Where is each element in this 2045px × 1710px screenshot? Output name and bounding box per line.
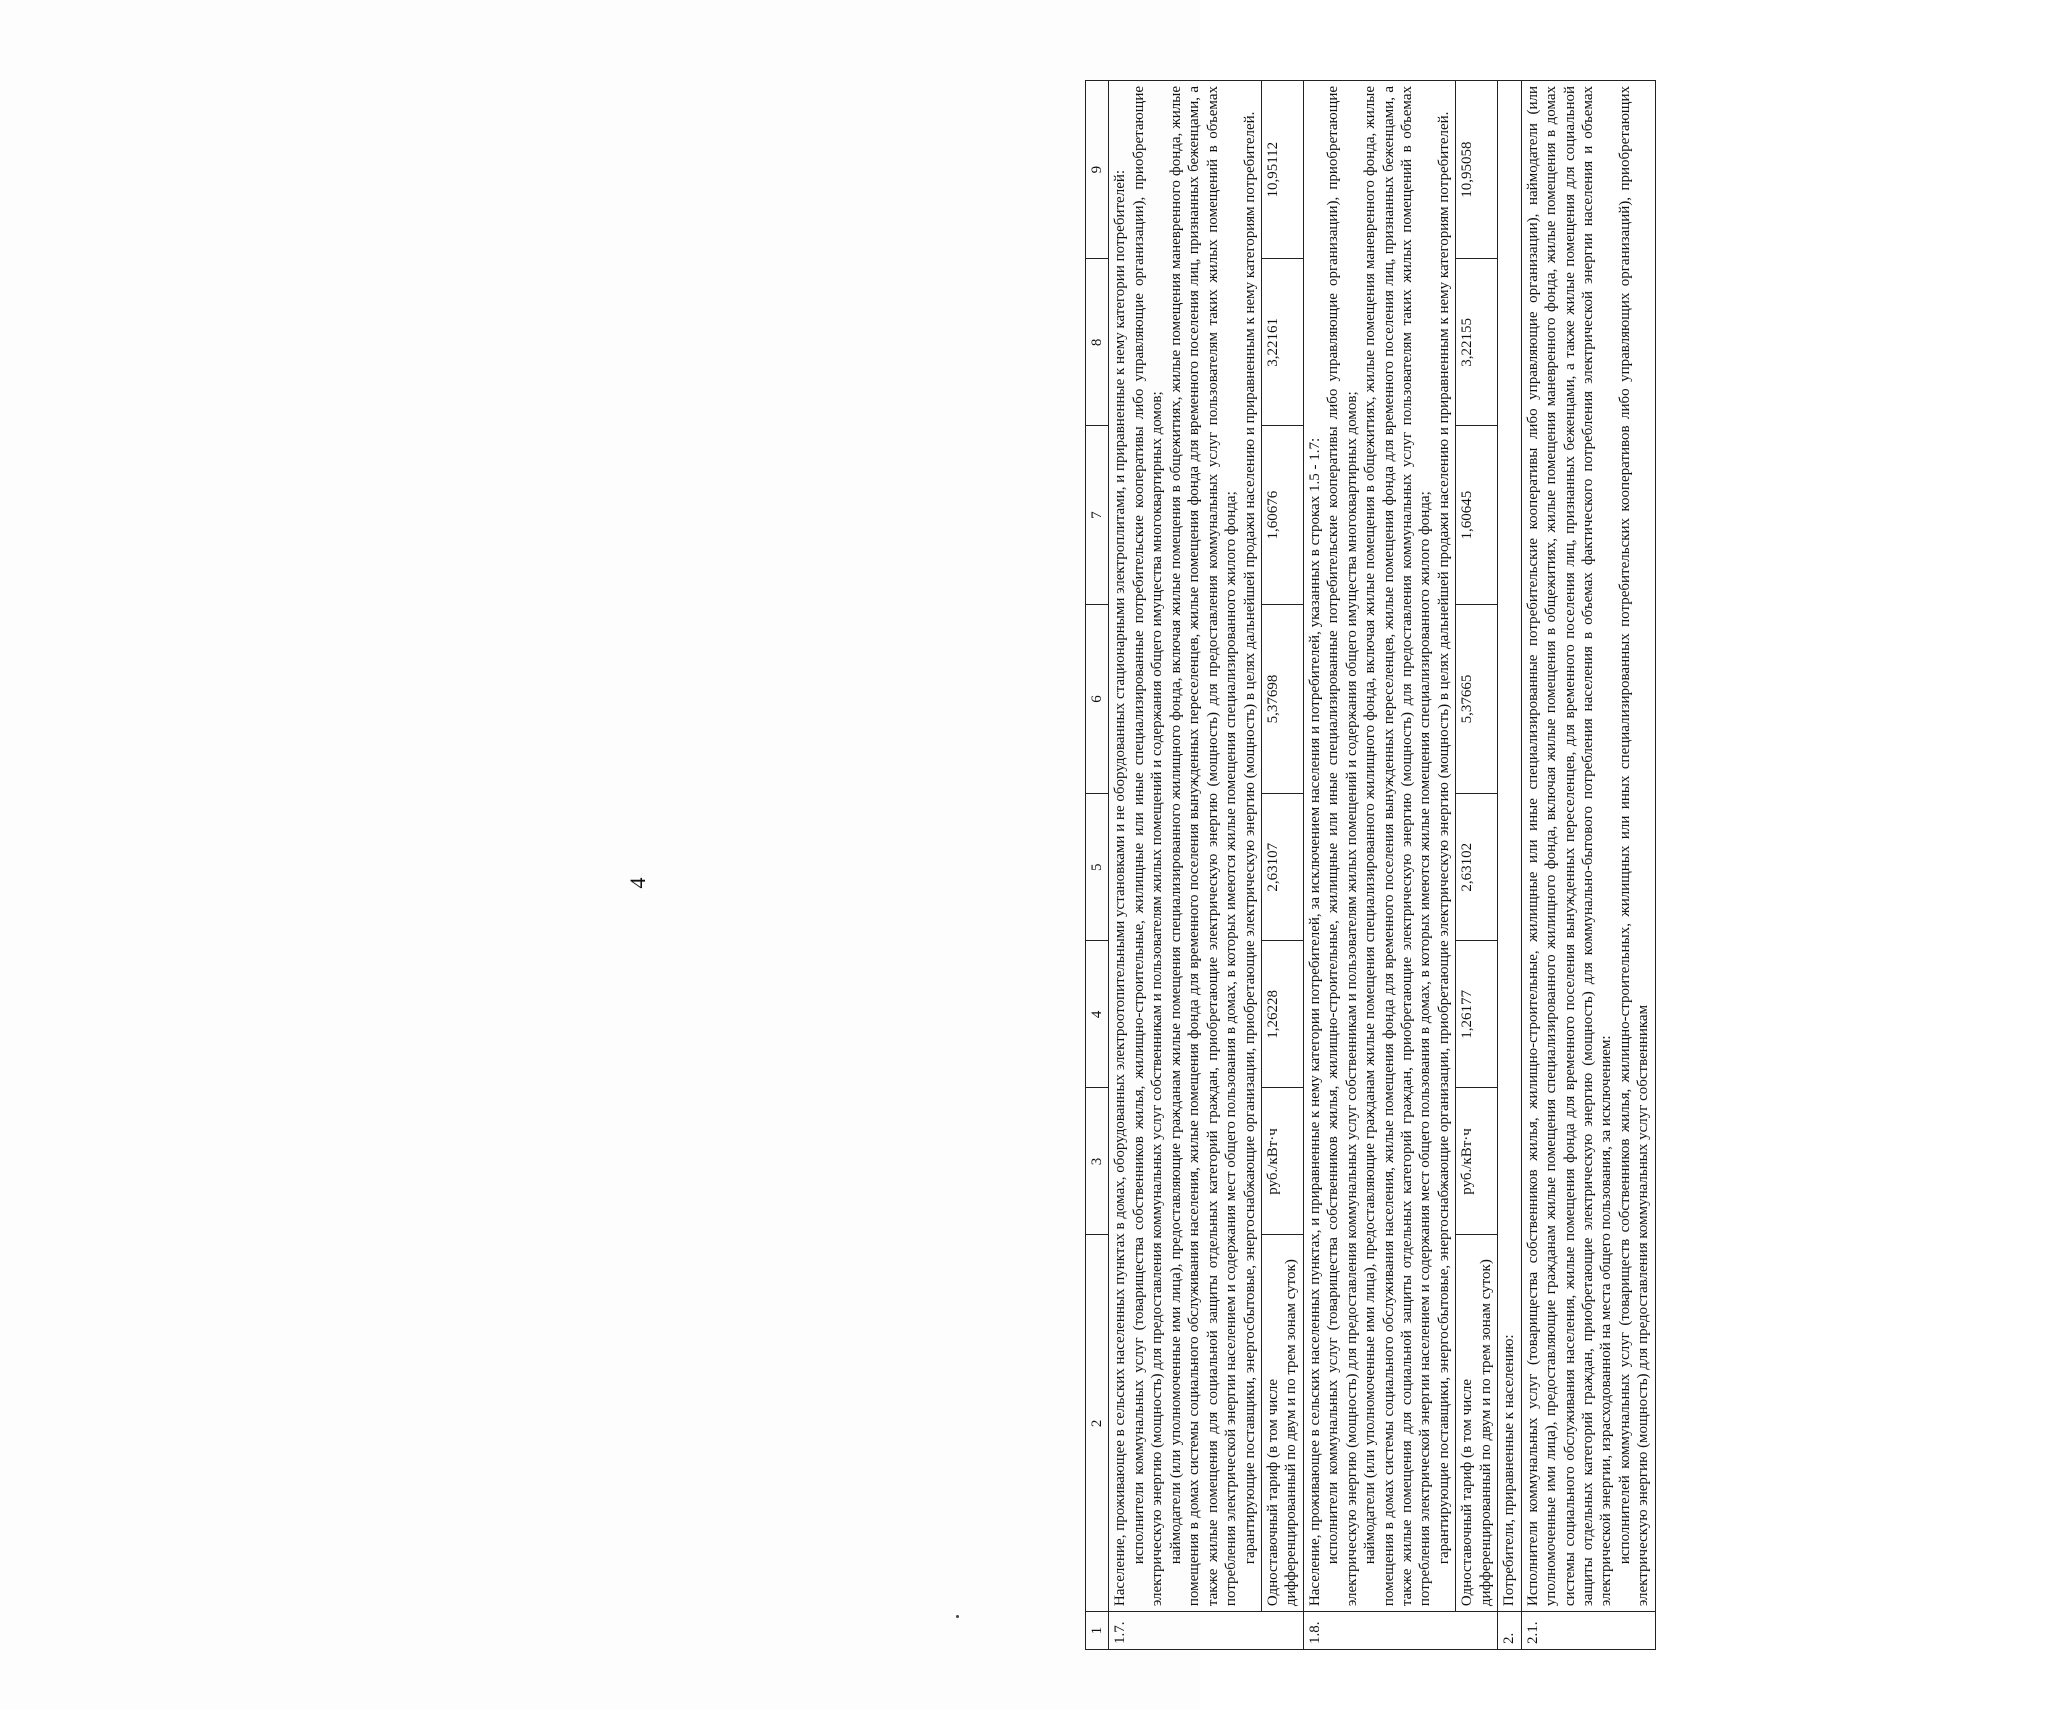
value-cell: 10,95058 <box>1456 81 1498 259</box>
value-cell: 3,22161 <box>1261 259 1303 426</box>
column-number: 3 <box>1086 1088 1109 1235</box>
description-paragraph: исполнителей коммунальных услуг (товариществ собственников жилья, жилищно-строительных, жилищных или иных специализированных потребительских кооперативов либо управляющих организаций), приобретающих электрическую энергию (мощность) для предоставления коммунальных услуг собственникам <box>1616 86 1652 1607</box>
column-number: 8 <box>1086 259 1109 426</box>
value-cell: 1,26177 <box>1456 941 1498 1088</box>
row-description <box>1303 81 1456 1612</box>
description-paragraph: гарантирующие поставщики, энергосбытовые, энергоснабжающие организации, приобретающие электрическую энергию (мощность) в целях дальнейшей продажи населению и приравненным к нему категориям потребителей. <box>1435 111 1452 1565</box>
row-number: 2.1. <box>1521 1612 1655 1650</box>
description-paragraph: наймодатели (или уполномоченные ими лица), предоставляющие гражданам жилые помещения специализированного жилищного фонда, включая жилые помещения в общежитиях, жилые помещения маневренного фонда, жилые помещения в домах системы социального обслуживания населения, жилые помещения фонда для временного поселения вынужденных переселенцев, жилые помещения фонда для временного поселения лиц, признанных беженцами, а также жилые помещения для социальной защиты отдельных категорий граждан, приобретающие электрическую энергию (мощность) для предоставления коммунальных услуг пользователям таких жилых помещений в объемах потребления электрической энергии населением и содержания мест общего пользования в домах, в которых имеются жилые помещения специализированного жилого фонда; <box>1362 86 1434 1607</box>
value-cell: 1,26228 <box>1261 941 1303 1088</box>
tariff-row <box>1456 81 1498 1650</box>
value-cell: 5,37665 <box>1456 604 1498 793</box>
table-row <box>1521 81 1655 1650</box>
description-paragraph: исполнители коммунальных услуг (товарищества собственников жилья, жилищно-строительные, жилищные или иные специализированные потребительские кооперативы либо управляющие организации), приобретающие электрическую энергию (мощность) для предоставления коммунальных услуг собственникам и пользователям жилых помещений и содержания общего имущества многоквартирных домов; <box>1325 86 1360 1607</box>
column-number: 1 <box>1086 1612 1109 1650</box>
row-number: 1.7. <box>1109 1612 1303 1650</box>
rotated-table-container <box>1085 80 2045 1650</box>
unit-cell: руб./кВт·ч <box>1456 1088 1498 1235</box>
tariff-label: Одноставочный тариф (в том числе дифференцированный по двум и по трем зонам суток) <box>1261 1235 1303 1612</box>
scan-speck <box>956 1615 959 1618</box>
column-number: 6 <box>1086 604 1109 793</box>
value-cell: 2,63102 <box>1456 794 1498 941</box>
table-row <box>1109 81 1262 1650</box>
column-number-row <box>1086 81 1109 1650</box>
value-cell: 2,63107 <box>1261 794 1303 941</box>
value-cell: 5,37698 <box>1261 604 1303 793</box>
column-number: 5 <box>1086 794 1109 941</box>
section-number: 2. <box>1498 1612 1521 1650</box>
value-cell: 10,95112 <box>1261 81 1303 259</box>
description-paragraph: Население, проживающее в сельских населенных пунктах в домах, оборудованных электроотопительными установками и не оборудованных стационарными электроплитами, и приравненные к нему категории потребителей: <box>1112 169 1129 1607</box>
column-number: 2 <box>1086 1235 1109 1612</box>
description-paragraph: наймодатели (или уполномоченные ими лица), предоставляющие гражданам жилые помещения специализированного жилищного фонда, включая жилые помещения в общежитиях, жилые помещения маневренного фонда, жилые помещения в домах системы социального обслуживания населения, жилые помещения фонда для временного поселения вынужденных переселенцев, жилые помещения фонда для временного поселения лиц, признанных беженцами, а также жилые помещения для социальной защиты отдельных категорий граждан, приобретающие электрическую энергию (мощность) для предоставления коммунальных услуг пользователям таких жилых помещений в объемах потребления электрической энергии населением и содержания мест общего пользования в домах, в которых имеются жилые помещения специализированного жилого фонда; <box>1167 86 1240 1607</box>
column-number: 4 <box>1086 941 1109 1088</box>
value-cell: 1,60676 <box>1261 426 1303 604</box>
row-description <box>1521 81 1655 1612</box>
column-number: 7 <box>1086 426 1109 604</box>
description-paragraph: Исполнители коммунальных услуг (товарищества собственников жилья, жилищно-строительные, жилищные или иные специализированные потребительские кооперативы либо управляющие организации), наймодатели (или уполномоченные ими лица), предоставляющие гражданам жилые помещения специализированного жилищного фонда, включая жилые помещения в общежитиях, жилые помещения маневренного фонда, жилые помещения в домах системы социального обслуживания населения, жилые помещения фонда для временного поселения вынужденных переселенцев, для временного поселения лиц, признанных беженцами, а также жилые помещения для социальной защиты отдельных категорий граждан, приобретающие электрическую энергию (мощность) для коммунально-бытового потребления населения в объемах фактического потребления электрической энергии населения и объемах электрической энергии, израсходованной на места общего пользования, за исключением: <box>1524 86 1615 1607</box>
row-number: 1.8. <box>1303 1612 1497 1650</box>
value-cell: 1,60645 <box>1456 426 1498 604</box>
unit-cell: руб./кВт·ч <box>1261 1088 1303 1235</box>
tariff-table <box>1085 80 1656 1650</box>
tariff-row <box>1261 81 1303 1650</box>
description-paragraph: гарантирующие поставщики, энергосбытовые, энергоснабжающие организации, приобретающие электрическую энергию (мощность) в целях дальнейшей продажи населению и приравненным к нему категориям потребителей. <box>1241 111 1258 1565</box>
description-paragraph: исполнители коммунальных услуг (товарищества собственников жилья, жилищно-строительные, жилищные или иные специализированные потребительские кооперативы либо управляющие организации), приобретающие электрическую энергию (мощность) для предоставления коммунальных услуг собственникам и пользователям жилых помещений и содержания общего имущества многоквартирных домов; <box>1130 86 1166 1607</box>
column-number: 9 <box>1086 81 1109 259</box>
table-row <box>1303 81 1456 1650</box>
description-paragraph: Население, проживающее в сельских населенных пунктах, и приравненные к нему категории потребителей, за исключением населения и потребителей, указанных в строках 1.5 - 1.7: <box>1306 437 1323 1607</box>
tariff-label: Одноставочный тариф (в том числе дифференцированный по двум и по трем зонам суток) <box>1456 1235 1498 1612</box>
value-cell: 3,22155 <box>1456 259 1498 426</box>
section-row <box>1498 81 1521 1650</box>
page-number: 4 <box>625 877 650 889</box>
section-title: Потребители, приравненные к населению: <box>1498 81 1521 1612</box>
row-description <box>1109 81 1262 1612</box>
